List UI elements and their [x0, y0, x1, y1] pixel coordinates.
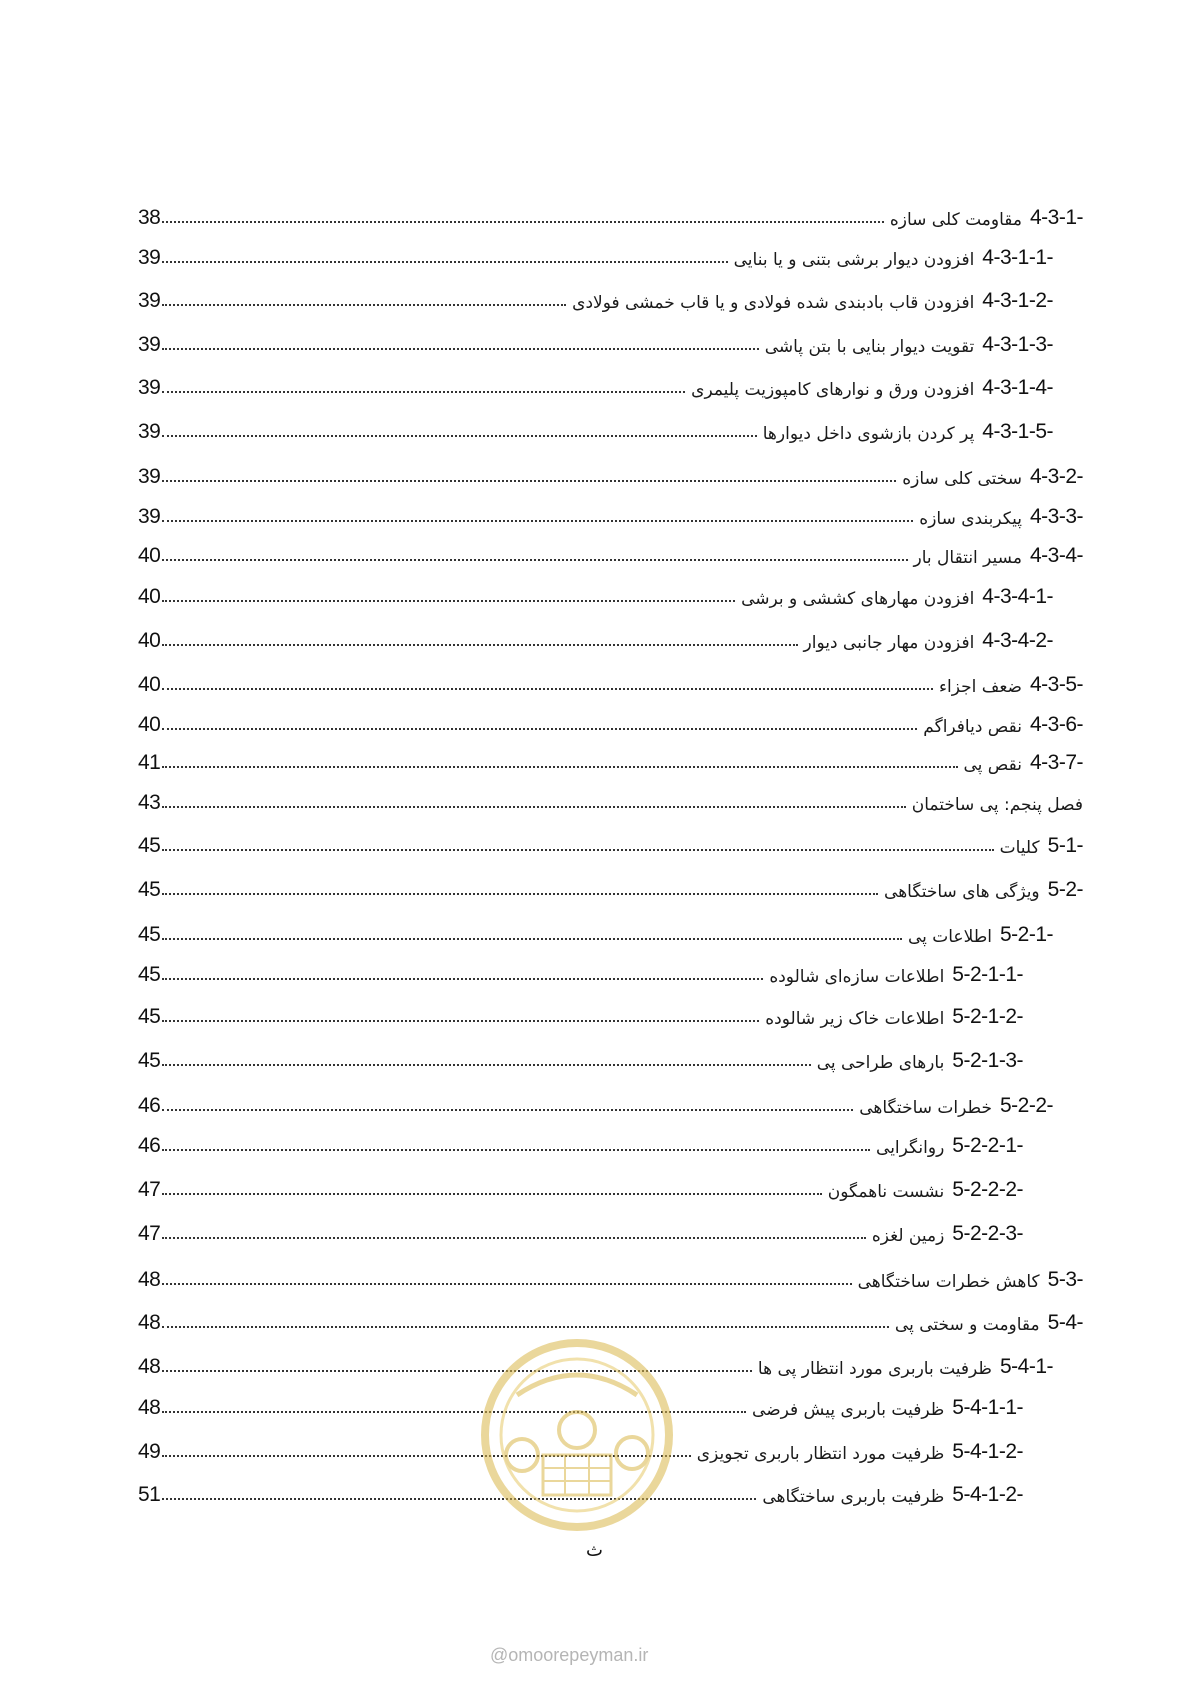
toc-entry-number: 5-4-1-2-	[952, 1440, 1023, 1463]
toc-entry-page: 49	[138, 1440, 161, 1463]
toc-entry-title: روانگرایی	[876, 1138, 945, 1158]
toc-entry-number: 4-3-1-1-	[982, 246, 1053, 269]
toc-entry-title: افزودن مهارهای کششی و برشی	[741, 589, 975, 609]
toc-entry-title: نقص دیافراگم	[923, 717, 1022, 737]
toc-entry[interactable]	[138, 703, 1083, 737]
toc-entry-page: 39	[138, 465, 161, 488]
dot-leader	[162, 391, 685, 393]
toc-entry-number: 5-2-1-2-	[952, 1005, 1023, 1028]
toc-entry-title: زمین لغزه	[871, 1226, 945, 1246]
toc-entry-number: 4-3-2-	[1029, 465, 1083, 488]
toc-entry-number: 5-2-2-3-	[952, 1222, 1023, 1245]
toc-entry[interactable]	[138, 1168, 1023, 1202]
dot-leader	[162, 1283, 851, 1285]
toc-entry[interactable]	[138, 663, 1083, 697]
toc-entry-number: 4-3-1-	[1029, 206, 1083, 229]
toc-entry-number: 5-2-1-	[999, 923, 1053, 946]
toc-entry-title: افزودن دیوار برشی بتنی و یا بنایی	[733, 250, 975, 270]
toc-entry-page: 48	[138, 1268, 161, 1291]
toc-entry[interactable]	[138, 236, 1053, 270]
toc-entry[interactable]	[138, 279, 1053, 313]
toc-entry-number: 5-3-	[1047, 1268, 1083, 1291]
dot-leader	[162, 435, 756, 437]
dot-leader	[162, 728, 917, 730]
toc-entry-page: 40	[138, 585, 161, 608]
toc-entry-number: 5-2-1-3-	[952, 1049, 1023, 1072]
dot-leader	[162, 1064, 810, 1066]
toc-entry-page: 45	[138, 923, 161, 946]
toc-entry[interactable]	[138, 1301, 1083, 1335]
toc-entry-title: کاهش خطرات ساختگاهی	[857, 1272, 1040, 1292]
toc-entry-page: 48	[138, 1355, 161, 1378]
toc-entry-page: 39	[138, 289, 161, 312]
toc-entry-page: 46	[138, 1134, 161, 1157]
dot-leader	[162, 1326, 889, 1328]
toc-entry-number: 5-4-1-	[999, 1355, 1053, 1378]
toc-entry-title: اطلاعات خاک زیر شالوده	[765, 1009, 945, 1029]
dot-leader	[162, 559, 907, 561]
site-watermark: @omoorepeyman.ir	[490, 1645, 649, 1665]
toc-entry-page: 39	[138, 505, 161, 528]
toc-entry[interactable]	[138, 1084, 1053, 1118]
toc-entry-number: 5-4-1-1-	[952, 1396, 1023, 1419]
toc-entry-page: 46	[138, 1094, 161, 1117]
toc-entry-page: 41	[138, 751, 161, 774]
toc-entry-number: 5-2-2-2-	[952, 1178, 1023, 1201]
toc-entry[interactable]	[138, 1258, 1083, 1292]
toc-entry-number: 4-3-1-3-	[982, 333, 1053, 356]
toc-entry-number: 4-3-4-2-	[982, 629, 1053, 652]
toc-entry-number: 5-1-	[1047, 834, 1083, 857]
toc-entry-page: 51	[138, 1483, 161, 1506]
toc-entry-page: 43	[138, 791, 161, 814]
toc-entry-number: 4-3-6-	[1029, 713, 1083, 736]
dot-leader	[162, 893, 878, 895]
toc-entry-title: ظرفیت باربری ساختگاهی	[762, 1487, 945, 1507]
toc-entry-title: افزودن مهار جانبی دیوار	[803, 633, 975, 653]
toc-entry-title: نشست ناهمگون	[827, 1182, 945, 1202]
toc-entry-number: 5-4-	[1047, 1311, 1083, 1334]
toc-entry-page: 39	[138, 420, 161, 443]
toc-entry-title: کلیات	[999, 838, 1040, 858]
toc-entry[interactable]	[138, 575, 1053, 609]
dot-leader	[162, 261, 727, 263]
toc-entry-number: 5-2-	[1047, 878, 1083, 901]
toc-entry-number: 4-3-5-	[1029, 673, 1083, 696]
toc-entry[interactable]	[138, 495, 1083, 529]
toc-entry[interactable]	[138, 953, 1023, 987]
toc-entry-number: 4-3-1-2-	[982, 289, 1053, 312]
toc-entry[interactable]	[138, 913, 1053, 947]
toc-entry[interactable]	[138, 824, 1083, 858]
toc-entry-title: بارهای طراحی پی	[816, 1053, 945, 1073]
dot-leader	[162, 688, 933, 690]
toc-entry-page: 47	[138, 1222, 161, 1245]
toc-entry-title: نقص پی	[963, 755, 1022, 775]
toc-entry-number: 5-2-2-1-	[952, 1134, 1023, 1157]
toc-entry-number: 4-3-4-1-	[982, 585, 1053, 608]
dot-leader	[162, 766, 957, 768]
toc-entry-number: 4-3-1-4-	[982, 376, 1053, 399]
dot-leader	[162, 644, 797, 646]
toc-entry[interactable]	[138, 1039, 1023, 1073]
toc-entry-title: مقاومت و سختی پی	[894, 1315, 1040, 1335]
toc-entry-title: ظرفیت مورد انتظار باربری تجویزی	[696, 1444, 945, 1464]
toc-entry-page: 47	[138, 1178, 161, 1201]
toc-entry-page: 45	[138, 1005, 161, 1028]
toc-entry-page: 45	[138, 834, 161, 857]
toc-entry-title: پر کردن بازشوی داخل دیوارها	[762, 424, 975, 444]
toc-entry-page: 38	[138, 206, 161, 229]
dot-leader	[162, 1149, 870, 1151]
toc-entry[interactable]	[138, 534, 1083, 568]
toc-entry-page: 45	[138, 1049, 161, 1072]
toc-entry-page: 40	[138, 544, 161, 567]
toc-entry-page: 39	[138, 333, 161, 356]
toc-entry-title: خطرات ساختگاهی	[859, 1098, 992, 1118]
toc-entry-title: افزودن قاب بادبندی شده فولادی و یا قاب خمشی فولادی	[572, 293, 975, 313]
toc-entry[interactable]	[138, 1212, 1023, 1246]
dot-leader	[162, 348, 758, 350]
dot-leader	[162, 480, 896, 482]
toc-entry-title: اطلاعات پی	[907, 927, 992, 947]
toc-entry[interactable]	[138, 1124, 1023, 1158]
dot-leader	[162, 221, 883, 223]
dot-leader	[162, 978, 763, 980]
toc-entry-number: 5-2-2-	[999, 1094, 1053, 1117]
toc-entry[interactable]	[138, 455, 1083, 489]
toc-entry-title: پیکربندی سازه	[919, 509, 1022, 529]
toc-entry-number: 4-3-4-	[1029, 544, 1083, 567]
toc-entry-title: سختی کلی سازه	[902, 469, 1022, 489]
toc-entry-page: 48	[138, 1396, 161, 1419]
toc-entry-title: فصل پنجم: پی ساختمان	[911, 795, 1083, 815]
toc-entry-number: 4-3-7-	[1029, 751, 1083, 774]
toc-entry-title: ظرفیت باربری مورد انتظار پی ها	[757, 1359, 992, 1379]
logo-watermark	[477, 1335, 677, 1535]
toc-entry-number: 5-2-1-1-	[952, 963, 1023, 986]
toc-entry-title: ضعف اجزاء	[939, 677, 1022, 697]
toc-entry-page: 39	[138, 246, 161, 269]
toc-entry-page: 40	[138, 673, 161, 696]
toc-entry-title: مقاومت کلی سازه	[889, 210, 1022, 230]
dot-leader	[162, 849, 993, 851]
toc-entry[interactable]	[138, 366, 1053, 400]
toc-entry-title: تقویت دیوار بنایی با بتن پاشی	[764, 337, 975, 357]
toc-entry-page: 48	[138, 1311, 161, 1334]
toc-entry[interactable]	[138, 323, 1053, 357]
dot-leader	[162, 806, 905, 808]
toc-entry[interactable]	[138, 868, 1083, 902]
toc-entry-number: 4-3-3-	[1029, 505, 1083, 528]
toc-entry-page: 45	[138, 878, 161, 901]
dot-leader	[162, 304, 566, 306]
dot-leader	[162, 1237, 865, 1239]
toc-entry-page: 45	[138, 963, 161, 986]
toc-entry-title: ظرفیت باربری پیش فرضی	[752, 1400, 945, 1420]
dot-leader	[162, 520, 913, 522]
toc-entry-page: 40	[138, 713, 161, 736]
toc-entry-page: 40	[138, 629, 161, 652]
toc-entry-number: 5-4-1-2-	[952, 1483, 1023, 1506]
toc-entry-title: اطلاعات سازه‌ای شالوده	[769, 967, 945, 987]
toc-entry[interactable]	[138, 196, 1083, 230]
dot-leader	[162, 1193, 821, 1195]
dot-leader	[162, 1109, 853, 1111]
toc-entry[interactable]	[138, 995, 1023, 1029]
toc-entry-title: مسیر انتقال بار	[913, 548, 1022, 568]
toc-entry-title: افزودن ورق و نوارهای کامپوزیت پلیمری	[691, 380, 975, 400]
toc-entry[interactable]	[138, 410, 1053, 444]
toc-entry[interactable]	[138, 781, 1083, 815]
toc-entry-page: 39	[138, 376, 161, 399]
dot-leader	[162, 1020, 759, 1022]
dot-leader	[162, 938, 902, 940]
toc-entry[interactable]	[138, 741, 1083, 775]
toc-entry[interactable]	[138, 619, 1053, 653]
dot-leader	[162, 600, 735, 602]
toc-entry-title: ویژگی های ساختگاهی	[884, 882, 1040, 902]
page-number: ث	[586, 1540, 603, 1561]
toc-entry-number: 4-3-1-5-	[982, 420, 1053, 443]
